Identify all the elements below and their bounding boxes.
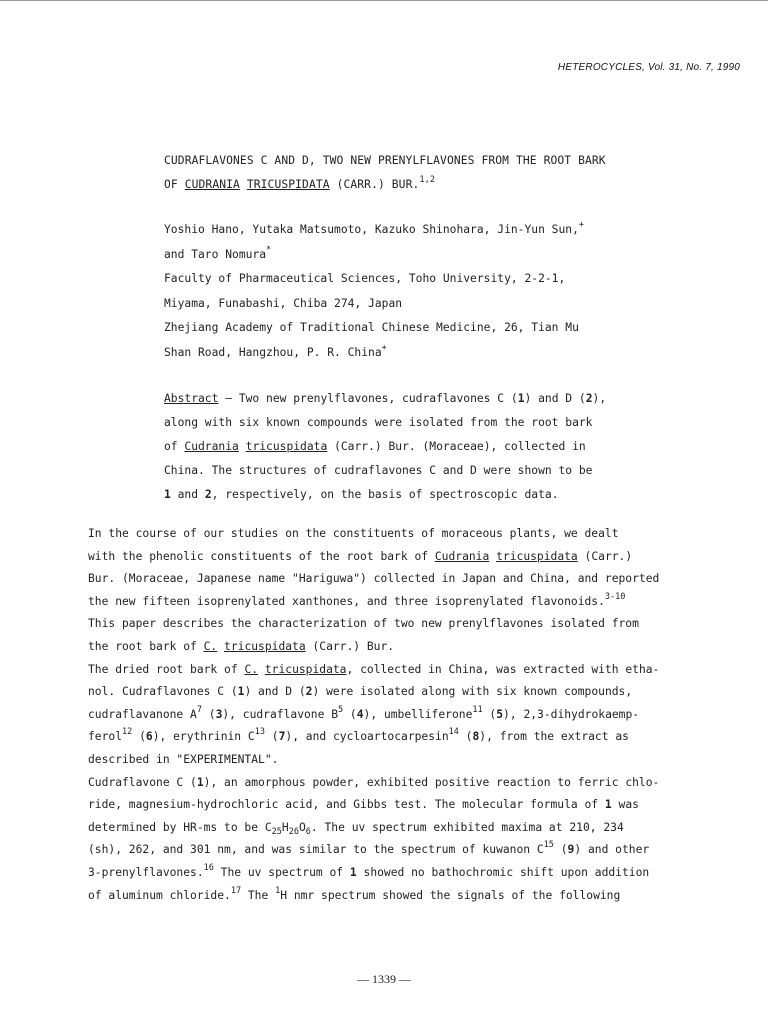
body-line xyxy=(88,704,738,727)
text: (sh), 262, and 301 nm, and was similar to the spectrum of kuwanon C xyxy=(88,843,544,857)
author-names: Yoshio Hano, Yutaka Matsumoto, Kazuko Shinohara, Jin-Yun Sun, xyxy=(164,223,579,236)
body-line xyxy=(88,839,738,862)
compound-number: 1 xyxy=(517,392,525,405)
text: The dried root bark of xyxy=(88,662,245,676)
text: the new fifteen isoprenylated xanthones, and three isoprenylated flavonoids. xyxy=(88,594,605,608)
body-line xyxy=(88,794,738,817)
reference-mark: 16 xyxy=(203,862,214,873)
reference-mark: 15 xyxy=(543,840,554,851)
genus-name: Cudrania xyxy=(434,549,490,563)
species-name: tricuspidata xyxy=(224,639,306,653)
compound-number: 1 xyxy=(196,775,204,789)
abstract-text: ) and D ( xyxy=(524,392,586,405)
affiliation-1-line-1: Faculty of Pharmaceutical Sciences, Toho University, 2-2-1, xyxy=(164,272,566,285)
affiliation-mark: + xyxy=(381,342,387,353)
text: ) and other xyxy=(574,843,650,857)
compound-number: 6 xyxy=(145,730,153,744)
formula-subscript: 26 xyxy=(288,826,299,837)
body-line xyxy=(88,636,738,659)
title-line-1: CUDRAFLAVONES C AND D, TWO NEW PRENYLFLAVONES FROM THE ROOT BARK xyxy=(164,154,606,167)
compound-number: 2 xyxy=(204,488,212,501)
genus-name: C. xyxy=(203,639,218,653)
text: determined by HR-ms to be C xyxy=(88,820,272,834)
title-text: OF xyxy=(164,178,185,191)
formula-subscript: 25 xyxy=(271,826,282,837)
text: ( xyxy=(482,707,497,721)
reference-mark: 12 xyxy=(122,727,133,738)
compound-number: 3 xyxy=(215,707,223,721)
compound-number: 1 xyxy=(349,865,357,879)
text: ), umbelliferone xyxy=(363,707,473,721)
text: ride, magnesium-hydrochloric acid, and Gibbs test. The molecular formula of xyxy=(88,798,605,812)
text: ( xyxy=(264,730,279,744)
text: ), 2,3-dihydrokaemp- xyxy=(503,707,640,721)
text: The xyxy=(241,888,276,902)
text: O xyxy=(298,820,306,834)
species-name: tricuspidata xyxy=(264,662,347,676)
compound-number: 1 xyxy=(164,488,171,501)
body-line xyxy=(88,726,738,749)
abstract-text: , respectively, on the basis of spectroscopic data. xyxy=(211,488,559,501)
body-line xyxy=(88,817,738,840)
isotope-mark: 1 xyxy=(275,885,281,896)
affiliation-2-line-1: Zhejiang Academy of Traditional Chinese Medicine, 26, Tian Mu xyxy=(164,321,579,334)
reference-mark: 5 xyxy=(338,704,344,715)
body-line: Bur. (Moraceae, Japanese name "Hariguwa") collected in Japan and China, and reported xyxy=(88,572,660,586)
text: H xyxy=(281,820,289,834)
text: with the phenolic constituents of the root bark of xyxy=(88,549,435,563)
compound-number: 5 xyxy=(496,707,504,721)
species-name: TRICUSPIDATA xyxy=(246,178,330,191)
body-line: In the course of our studies on the constituents of moraceous plants, we dealt xyxy=(88,527,619,540)
body-line: described in "EXPERIMENTAL". xyxy=(88,752,279,766)
reference-mark: 13 xyxy=(254,727,265,738)
abstract-line-5 xyxy=(164,483,724,507)
title-text: (CARR.) BUR. xyxy=(329,178,420,191)
body-line xyxy=(88,591,738,614)
species-name: tricuspidata xyxy=(245,440,328,453)
abstract-line-1 xyxy=(164,387,724,411)
text: 3-prenylflavones. xyxy=(88,865,204,879)
text: ) were isolated along with six known compounds, xyxy=(312,685,633,699)
body-line: This paper describes the characterization of two new prenylflavones isolated from xyxy=(88,617,639,631)
affiliation-text: Shan Road, Hangzhou, P. R. China xyxy=(164,345,382,359)
text: H nmr spectrum showed the signals of the following xyxy=(280,888,621,902)
compound-number: 2 xyxy=(305,685,313,699)
abstract-text: and xyxy=(170,488,205,501)
text: ), an amorphous powder, exhibited positive reaction to ferric chlo- xyxy=(203,775,660,789)
article-title xyxy=(164,149,724,197)
text: , collected in China, was extracted with etha- xyxy=(346,662,660,676)
genus-name: C. xyxy=(244,662,259,676)
body-line xyxy=(88,885,738,908)
text: ( xyxy=(553,843,568,857)
text: nol. Cudraflavones C ( xyxy=(88,685,238,699)
text: of aluminum chloride. xyxy=(88,888,231,902)
text: (Carr.) xyxy=(577,549,633,563)
author-line-1 xyxy=(164,218,724,243)
reference-mark: 3-10 xyxy=(604,591,626,602)
compound-number: 1 xyxy=(237,685,245,699)
body-line xyxy=(88,681,738,704)
text: ), from the extract as xyxy=(479,730,629,744)
author-block xyxy=(164,218,724,365)
body-text xyxy=(88,523,738,907)
abstract xyxy=(164,387,724,507)
text: ( xyxy=(343,707,357,721)
text: The uv spectrum of xyxy=(213,865,350,879)
text: ) and D ( xyxy=(244,685,306,699)
abstract-line-3 xyxy=(164,435,724,459)
text: ), and cycloartocarpesin xyxy=(285,730,449,744)
abstract-text: (Carr.) Bur. (Moraceae), collected in xyxy=(327,440,586,453)
text: was xyxy=(611,798,639,812)
compound-number: 9 xyxy=(567,843,575,857)
text: the root bark of xyxy=(88,639,204,653)
text: ( xyxy=(458,730,473,744)
journal-header: HETEROCYCLES, Vol. 31, No. 7, 1990 xyxy=(557,62,740,73)
affiliation-2-line-2 xyxy=(164,341,724,366)
abstract-label: Abstract xyxy=(164,392,219,405)
text: ferol xyxy=(88,730,123,744)
compound-number: 8 xyxy=(472,730,480,744)
body-line xyxy=(88,862,738,885)
text: (Carr.) Bur. xyxy=(305,639,395,653)
text: ), erythrinin C xyxy=(152,730,255,744)
reference-mark: 14 xyxy=(448,727,459,738)
genus-name: CUDRANIA xyxy=(184,178,240,191)
genus-name: Cudrania xyxy=(184,440,239,453)
body-line xyxy=(88,546,738,569)
affiliation-mark: + xyxy=(578,220,585,230)
compound-number: 4 xyxy=(356,707,364,721)
abstract-text: ), xyxy=(592,392,607,405)
corresponding-mark: * xyxy=(266,244,272,255)
body-line xyxy=(88,772,738,795)
compound-number: 1 xyxy=(604,798,612,812)
text xyxy=(258,663,265,676)
abstract-text: of xyxy=(164,440,185,453)
text: . The uv spectrum exhibited maxima at 210, 234 xyxy=(310,820,624,834)
reference-mark: 11 xyxy=(472,704,483,715)
formula-subscript: 6 xyxy=(305,826,311,837)
author-names: and Taro Nomura xyxy=(164,247,267,261)
title-line-2 xyxy=(164,173,724,197)
abstract-text xyxy=(239,440,246,453)
compound-number: 7 xyxy=(278,730,286,744)
species-name: tricuspidata xyxy=(496,549,578,563)
reference-mark: 7 xyxy=(196,704,202,715)
abstract-line-2: along with six known compounds were isolated from the root bark xyxy=(164,416,593,429)
text: ( xyxy=(132,730,146,744)
text: ( xyxy=(201,707,216,721)
reference-mark: 17 xyxy=(230,885,242,896)
author-line-2 xyxy=(164,243,724,268)
text: cudraflavanone A xyxy=(88,707,197,721)
footnote-ref: 1,2 xyxy=(419,175,436,185)
affiliation-1-line-2: Miyama, Funabashi, Chiba 274, Japan xyxy=(164,296,403,310)
page-number: — 1339 — xyxy=(357,972,411,986)
title-text xyxy=(240,178,247,191)
top-border xyxy=(0,0,768,1)
abstract-line-4: China. The structures of cudraflavones C and D were shown to be xyxy=(164,464,593,477)
body-line xyxy=(88,659,738,682)
compound-number: 2 xyxy=(585,392,593,405)
text: Cudraflavone C ( xyxy=(88,775,197,789)
text: ), cudraflavone B xyxy=(222,707,338,721)
abstract-text: — Two new prenylflavones, cudraflavones C ( xyxy=(218,392,518,405)
text: showed no bathochromic shift upon addition xyxy=(356,865,650,879)
